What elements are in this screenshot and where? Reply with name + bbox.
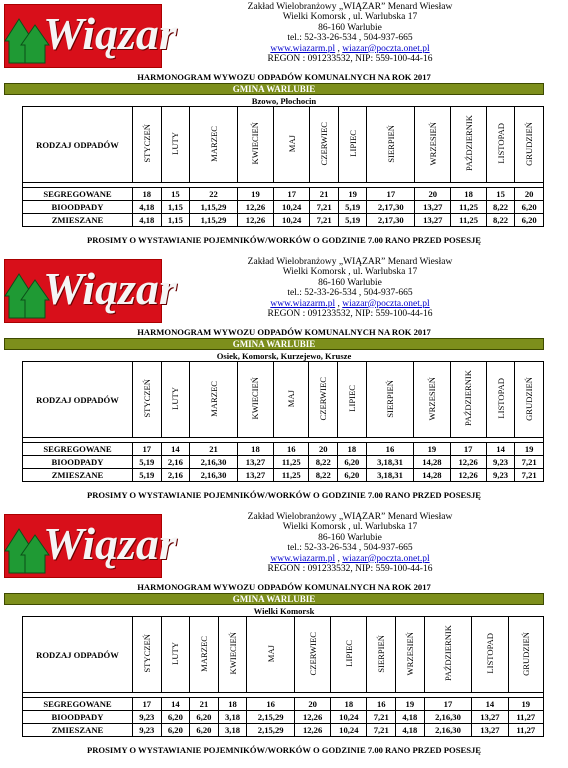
schedule-cell: 5,19 — [133, 469, 162, 482]
month-header: CZERWIEC — [295, 617, 331, 693]
schedule-cell: 11,25 — [451, 201, 486, 214]
table-row — [23, 201, 544, 214]
schedule-cell: 7,21 — [310, 214, 339, 227]
schedule-cell: 3,18 — [218, 711, 247, 724]
schedule-cell: 5,19 — [338, 214, 367, 227]
schedule-cell: 13,27 — [472, 711, 508, 724]
schedule-title: HARMONOGRAM WYWOZU ODPADÓW KOMUNALNYCH NA ROK 2017 — [137, 327, 431, 337]
schedule-cell: 21 — [190, 443, 238, 456]
schedule-cell: 11,25 — [451, 214, 486, 227]
location-label: Osiek, Komorsk, Kurzejewo, Krusze — [216, 351, 352, 361]
schedule-cell: 4,18 — [133, 201, 162, 214]
schedule-cell: 17 — [133, 443, 162, 456]
waste-type-label: ZMIESZANE — [23, 724, 133, 737]
schedule-cell: 2,17,30 — [367, 201, 415, 214]
schedule-cell: 13,27 — [237, 469, 273, 482]
schedule-cell: 2,15,29 — [247, 724, 295, 737]
schedule-cell: 10,24 — [274, 214, 310, 227]
schedule-cell: 14,28 — [414, 456, 450, 469]
schedule-cell: 5,19 — [338, 201, 367, 214]
month-header: LUTY — [161, 107, 190, 183]
schedule-cell: 6,20 — [338, 456, 367, 469]
month-header: MAJ — [274, 107, 310, 183]
schedule-cell: 7,21 — [515, 469, 544, 482]
schedule-cell: 3,18,31 — [366, 469, 414, 482]
logo-text: Wiązar — [43, 518, 177, 569]
schedule-cell: 7,21 — [367, 724, 396, 737]
waste-type-header: RODZAJ ODPADÓW — [23, 617, 133, 693]
website-link[interactable]: www.wiazarm.pl — [270, 553, 336, 564]
schedule-cell: 9,23 — [133, 724, 162, 737]
schedule-cell: 15 — [161, 188, 190, 201]
month-header: SIERPIEŃ — [366, 362, 414, 438]
schedule-cell: 12,26 — [295, 724, 331, 737]
schedule-cell: 19 — [515, 443, 544, 456]
company-logo — [4, 4, 177, 68]
schedule-cell: 1,15 — [161, 201, 190, 214]
notice-text: PROSIMY O WYSTAWIANIE POJEMNIKÓW/WORKÓW O GODZINIE 7.00 RANO PRZED POSESJĘ — [86, 490, 482, 500]
schedule-title: HARMONOGRAM WYWOZU ODPADÓW KOMUNALNYCH NA ROK 2017 — [137, 72, 431, 82]
schedule-cell: 17 — [367, 188, 415, 201]
schedule-cell: 2,16 — [161, 456, 190, 469]
schedule-cell: 14,28 — [414, 469, 450, 482]
schedule-cell: 6,20 — [515, 214, 544, 227]
schedule-cell: 16 — [367, 698, 396, 711]
month-header: MARZEC — [190, 617, 219, 693]
schedule-cell: 7,21 — [367, 711, 396, 724]
schedule-cell: 19 — [338, 188, 367, 201]
schedule-cell: 21 — [190, 698, 219, 711]
schedule-cell: 10,24 — [274, 201, 310, 214]
month-header: PAŹDZIERNIK — [450, 362, 486, 438]
website-link[interactable]: www.wiazarm.pl — [270, 298, 336, 309]
waste-type-header: RODZAJ ODPADÓW — [23, 362, 133, 438]
schedule-cell: 20 — [415, 188, 451, 201]
schedule-cell: 4,18 — [396, 711, 425, 724]
waste-type-label: BIOODPADY — [23, 711, 133, 724]
schedule-cell: 7,21 — [310, 201, 339, 214]
schedule-cell: 13,27 — [237, 456, 273, 469]
schedule-cell: 9,23 — [486, 456, 515, 469]
waste-type-label: SEGREGOWANE — [23, 698, 133, 711]
schedule-cell: 16 — [366, 443, 414, 456]
schedule-cell: 22 — [190, 188, 238, 201]
schedule-cell: 4,18 — [133, 214, 162, 227]
schedule-cell: 11,25 — [274, 456, 309, 469]
schedule-cell: 2,17,30 — [367, 214, 415, 227]
schedule-block — [0, 0, 568, 250]
month-header: MAJ — [247, 617, 295, 693]
waste-type-label: ZMIESZANE — [23, 214, 133, 227]
schedule-cell: 16 — [274, 443, 309, 456]
schedule-cell: 1,15,29 — [190, 201, 238, 214]
schedule-cell: 9,23 — [486, 469, 515, 482]
schedule-table — [22, 361, 544, 482]
schedule-cell: 14 — [472, 698, 508, 711]
schedule-cell: 3,18,31 — [366, 456, 414, 469]
schedule-cell: 21 — [310, 188, 339, 201]
month-header: STYCZEŃ — [133, 362, 162, 438]
table-row — [23, 711, 544, 724]
notice-text: PROSIMY O WYSTAWIANIE POJEMNIKÓW/WORKÓW O GODZINIE 7.00 RANO PRZED POSESJĘ — [86, 235, 482, 245]
schedule-cell: 19 — [508, 698, 543, 711]
company-logo — [4, 259, 177, 323]
schedule-cell: 1,15 — [161, 214, 190, 227]
schedule-cell: 19 — [237, 188, 273, 201]
schedule-cell: 14 — [161, 443, 190, 456]
schedule-cell: 18 — [338, 443, 367, 456]
month-header: SIERPIEŃ — [367, 617, 396, 693]
schedule-cell: 18 — [331, 698, 367, 711]
schedule-cell: 8,22 — [486, 201, 515, 214]
waste-type-label: BIOODPADY — [23, 456, 133, 469]
schedule-cell: 12,26 — [237, 201, 273, 214]
schedule-cell: 8,22 — [309, 469, 338, 482]
month-header: WRZESIEŃ — [414, 362, 450, 438]
schedule-cell: 19 — [414, 443, 450, 456]
month-header: GRUDZIEŃ — [515, 107, 544, 183]
month-header: PAŹDZIERNIK — [451, 107, 486, 183]
schedule-cell: 17 — [450, 443, 486, 456]
month-header: MARZEC — [190, 107, 238, 183]
gmina-bar: GMINA WARLUBIE — [4, 593, 544, 605]
location-label: Bzowo, Płochocin — [251, 96, 317, 106]
table-header-row — [23, 107, 544, 183]
schedule-cell: 18 — [218, 698, 247, 711]
schedule-cell: 2,15,29 — [247, 711, 295, 724]
location-label: Wielki Komorsk — [253, 606, 315, 616]
month-header: STYCZEŃ — [133, 617, 162, 693]
month-header: MARZEC — [190, 362, 238, 438]
month-header: KWIECIEŃ — [218, 617, 247, 693]
company-info: Zakład Wielobranżowy „WIĄZAR” Menard Wiesław Wielki Komorsk , ul. Warlubska 17 86-160 Warlubie tel.: 52-33-26-534 , 504-937-665 www.wiazarm.pl , wiazar@poczta.onet.pl REGON : 091233532, NIP: 559-100-44-16 — [247, 257, 453, 320]
waste-type-label: BIOODPADY — [23, 201, 133, 214]
email-link[interactable]: wiazar@poczta.onet.pl — [342, 553, 430, 564]
table-row — [23, 698, 544, 711]
schedule-cell: 17 — [274, 188, 310, 201]
gmina-bar: GMINA WARLUBIE — [4, 338, 544, 350]
schedule-table — [22, 616, 544, 737]
schedule-cell: 12,26 — [450, 469, 486, 482]
waste-type-label: SEGREGOWANE — [23, 443, 133, 456]
table-row — [23, 214, 544, 227]
table-row — [23, 456, 544, 469]
waste-type-label: ZMIESZANE — [23, 469, 133, 482]
schedule-cell: 8,22 — [309, 456, 338, 469]
schedule-cell: 4,18 — [396, 724, 425, 737]
schedule-cell: 20 — [515, 188, 544, 201]
logo-text: Wiązar — [43, 263, 177, 314]
month-header: GRUDZIEŃ — [515, 362, 544, 438]
schedule-cell: 15 — [486, 188, 515, 201]
notice-text: PROSIMY O WYSTAWIANIE POJEMNIKÓW/WORKÓW O GODZINIE 7.00 RANO PRZED POSESJĘ — [86, 745, 482, 755]
schedule-block — [0, 255, 568, 505]
waste-type-label: SEGREGOWANE — [23, 188, 133, 201]
schedule-cell: 16 — [247, 698, 295, 711]
month-header: STYCZEŃ — [133, 107, 162, 183]
schedule-cell: 6,20 — [515, 201, 544, 214]
schedule-cell: 18 — [133, 188, 162, 201]
month-header: LIPIEC — [338, 362, 367, 438]
month-header: LIPIEC — [331, 617, 367, 693]
month-header: LIPIEC — [338, 107, 367, 183]
month-header: WRZESIEŃ — [396, 617, 425, 693]
table-header-row — [23, 617, 544, 693]
month-header: WRZESIEŃ — [415, 107, 451, 183]
schedule-cell: 6,20 — [161, 724, 190, 737]
waste-type-header: RODZAJ ODPADÓW — [23, 107, 133, 183]
website-link[interactable]: www.wiazarm.pl — [270, 43, 336, 54]
month-header: LISTOPAD — [486, 107, 515, 183]
schedule-cell: 12,26 — [450, 456, 486, 469]
schedule-cell: 11,27 — [508, 724, 543, 737]
schedule-cell: 7,21 — [515, 456, 544, 469]
table-row — [23, 469, 544, 482]
month-header: LISTOPAD — [472, 617, 508, 693]
schedule-cell: 3,18 — [218, 724, 247, 737]
schedule-block — [0, 510, 568, 760]
schedule-cell: 12,26 — [295, 711, 331, 724]
schedule-cell: 10,24 — [331, 711, 367, 724]
gmina-bar: GMINA WARLUBIE — [4, 83, 544, 95]
month-header: CZERWIEC — [310, 107, 339, 183]
schedule-cell: 18 — [237, 443, 273, 456]
month-header: KWIECIEŃ — [237, 362, 273, 438]
schedule-cell: 20 — [295, 698, 331, 711]
month-header: CZERWIEC — [309, 362, 338, 438]
schedule-cell: 1,15,29 — [190, 214, 238, 227]
company-info: Zakład Wielobranżowy „WIĄZAR” Menard Wiesław Wielki Komorsk , ul. Warlubska 17 86-160 Warlubie tel.: 52-33-26-534 , 504-937-665 www.wiazarm.pl , wiazar@poczta.onet.pl REGON : 091233532, NIP: 559-100-44-16 — [247, 2, 453, 65]
month-header: LUTY — [161, 617, 190, 693]
company-info: Zakład Wielobranżowy „WIĄZAR” Menard Wiesław Wielki Komorsk , ul. Warlubska 17 86-160 Warlubie tel.: 52-33-26-534 , 504-937-665 www.wiazarm.pl , wiazar@poczta.onet.pl REGON : 091233532, NIP: 559-100-44-16 — [247, 512, 453, 575]
schedule-cell: 13,27 — [472, 724, 508, 737]
schedule-cell: 12,26 — [237, 214, 273, 227]
month-header: SIERPIEŃ — [367, 107, 415, 183]
schedule-cell: 17 — [133, 698, 162, 711]
schedule-cell: 11,27 — [508, 711, 543, 724]
month-header: GRUDZIEŃ — [508, 617, 543, 693]
schedule-cell: 10,24 — [331, 724, 367, 737]
month-header: LUTY — [161, 362, 190, 438]
month-header: LISTOPAD — [486, 362, 515, 438]
schedule-title: HARMONOGRAM WYWOZU ODPADÓW KOMUNALNYCH NA ROK 2017 — [137, 582, 431, 592]
schedule-cell: 11,25 — [274, 469, 309, 482]
schedule-cell: 13,27 — [415, 214, 451, 227]
schedule-cell: 2,16,30 — [424, 711, 472, 724]
schedule-cell: 2,16 — [161, 469, 190, 482]
month-header: KWIECIEŃ — [237, 107, 273, 183]
schedule-cell: 2,16,30 — [424, 724, 472, 737]
schedule-cell: 13,27 — [415, 201, 451, 214]
schedule-cell: 14 — [486, 443, 515, 456]
email-link[interactable]: wiazar@poczta.onet.pl — [342, 298, 430, 309]
month-header: MAJ — [274, 362, 309, 438]
schedule-cell: 2,16,30 — [190, 469, 238, 482]
schedule-table — [22, 106, 544, 227]
table-header-row — [23, 362, 544, 438]
month-header: PAŹDZIERNIK — [424, 617, 472, 693]
table-row — [23, 443, 544, 456]
email-link[interactable]: wiazar@poczta.onet.pl — [342, 43, 430, 54]
schedule-cell: 14 — [161, 698, 190, 711]
schedule-cell: 6,20 — [161, 711, 190, 724]
logo-text: Wiązar — [43, 8, 177, 59]
schedule-cell: 6,20 — [338, 469, 367, 482]
schedule-cell: 17 — [424, 698, 472, 711]
schedule-cell: 2,16,30 — [190, 456, 238, 469]
schedule-cell: 20 — [309, 443, 338, 456]
schedule-cell: 6,20 — [190, 724, 219, 737]
schedule-cell: 6,20 — [190, 711, 219, 724]
schedule-cell: 8,22 — [486, 214, 515, 227]
schedule-cell: 19 — [396, 698, 425, 711]
table-row — [23, 188, 544, 201]
schedule-cell: 9,23 — [133, 711, 162, 724]
schedule-cell: 18 — [451, 188, 486, 201]
company-logo — [4, 514, 177, 578]
table-row — [23, 724, 544, 737]
schedule-cell: 5,19 — [133, 456, 162, 469]
